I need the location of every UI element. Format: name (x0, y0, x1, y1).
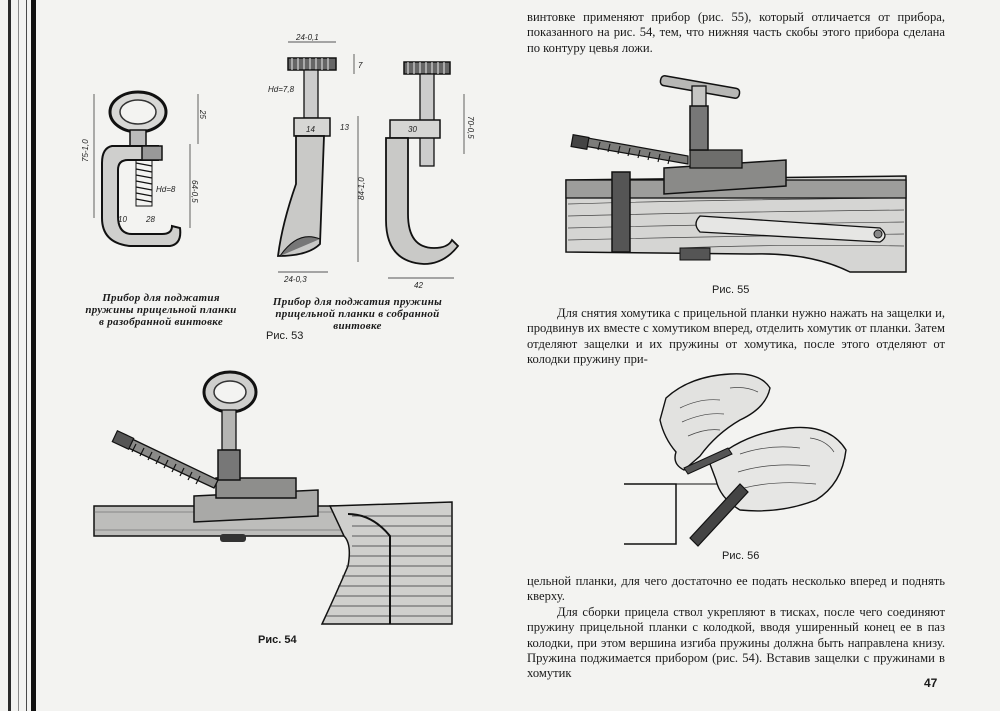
fig53-label: Рис. 53 (266, 330, 304, 342)
dim-25: 25 (198, 110, 207, 119)
dim-13: 13 (340, 123, 349, 132)
paragraph-bottom-1-text: цельной планки, для чего достаточно ее подать несколько вперед и поднять кверху. (527, 574, 945, 604)
dim-28: 28 (146, 215, 155, 224)
paragraph-middle (527, 306, 945, 367)
fig53-caption-left: Прибор для поджатия пружины прицельной планки в разобранной винтовке (85, 292, 237, 328)
dim-hd8: Hd=8 (156, 185, 176, 194)
dim-70: 70-0,5 (466, 116, 475, 139)
paragraph-top (527, 10, 945, 56)
dim-14: 14 (306, 125, 315, 134)
dim-30: 30 (408, 125, 417, 134)
fig55-drawing (560, 76, 912, 272)
paragraph-bottom-2-text: Для сборки прицела ствол укрепляют в тисках, после чего соединяют пружину прицельной планки с колодкой, вводя уширенный конец ее в паз колодки, при этом вершина изгиба пружины должна быть направлена книзу. Пружина поджимается прибором (рис. 54). Вставив защелки с пружинами в хомутик (527, 605, 945, 681)
dim-hd78: Hd=7,8 (268, 85, 295, 94)
paragraph-bottom-1 (527, 574, 945, 605)
dim-24-bottom: 24-0,3 (284, 275, 307, 284)
page-number: 47 (924, 676, 938, 690)
fig55-label: Рис. 55 (712, 284, 750, 296)
dim-75: 75-1,0 (81, 139, 90, 162)
dim-42: 42 (414, 281, 423, 290)
fig54-label: Рис. 54 (258, 634, 297, 646)
paragraph-middle-text: Для снятия хомутика с прицельной планки нужно нажать на защелки и, продвинув их вместе с хомутиком вперед, отделить хомутик от планки. Затем отделяют защелки и их пружины от хомутика, после этого отделяют от колодки пружину при- (527, 306, 945, 366)
fig54-drawing (90, 366, 452, 624)
fig53-clamp-drawing (80, 88, 210, 263)
fig53-caption-right: Прибор для поджатия пружины прицельной планки в собранной винтовке (272, 296, 443, 332)
dim-10: 10 (118, 215, 127, 224)
dim-84: 84-1,0 (357, 177, 366, 200)
book-spine (0, 0, 40, 711)
paragraph-top-text: винтовке применяют прибор (рис. 55), который отличается от прибора, показанного на рис. 54, тем, что нижняя часть скобы этого прибора сделана по контуру цевья ложи. (527, 10, 945, 55)
paragraph-bottom-2 (527, 605, 945, 681)
dim-64: 64-0,5 (190, 180, 199, 203)
fig53-hook-drawing (268, 34, 478, 289)
dim-7: 7 (358, 61, 363, 70)
fig56-label: Рис. 56 (722, 550, 760, 562)
dim-24-top: 24-0,1 (296, 33, 319, 42)
fig56-drawing (620, 368, 860, 548)
